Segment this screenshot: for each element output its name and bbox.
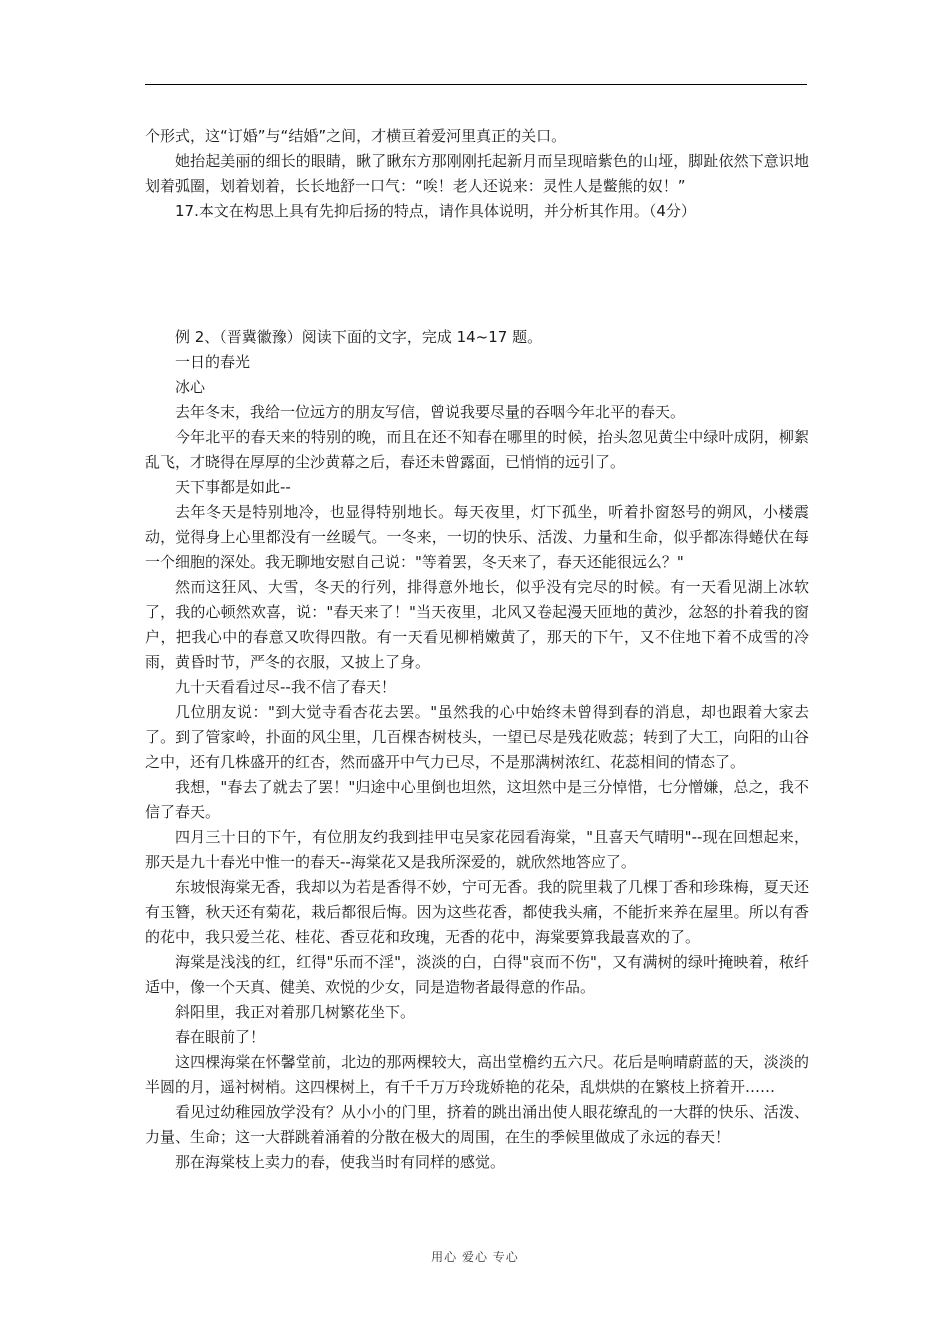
paragraph: 海棠是浅浅的红，红得"乐而不淫"，淡淡的白，白得"哀而不伤"，又有满树的绿叶掩映着，秾纤适中，像一个天真、健美、欢悦的少女，同是造物者最得意的作品。 [145, 953, 809, 996]
paragraph: 天下事都是如此-- [175, 478, 291, 496]
document-body [145, 124, 809, 1175]
page-footer: 用心 爱心 专心 [431, 1250, 519, 1264]
paragraph: 九十天看看过尽--我不信了春天！ [175, 678, 396, 696]
question-17: 17.本文在构思上具有先抑后扬的特点，请作具体说明，并分析其作用。（4分） [175, 202, 696, 220]
paragraph: 然而这狂风、大雪，冬天的行列，排得意外地长，似乎没有完尽的时候。有一天看见湖上冰软了，我的心顿然欢喜，说："春天来了！"当天夜里，北风又卷起漫天匝地的黄沙，忿怒的扑着我的窗户，把我心中的春意又吹得四散。有一天看见柳梢嫩黄了，那天的下午，又不住地下着不成雪的冷雨，黄昏时节，严冬的衣服，又披上了身。 [145, 578, 809, 671]
paragraph: 今年北平的春天来的特别的晚，而且在还不知春在哪里的时候，抬头忽见黄尘中绿叶成阴，柳絮乱飞，才晓得在厚厚的尘沙黄幕之后，春还未曾露面，已悄悄的远引了。 [145, 428, 809, 471]
paragraph: 她抬起美丽的细长的眼睛，瞅了瞅东方那刚刚托起新月而呈现暗紫色的山垭，脚趾依然下意识地划着弧圈，划着划着，长长地舒一口气：“唉！老人还说来：灵性人是鳖熊的奴！” [145, 152, 809, 195]
paragraph: 斜阳里，我正对着那几树繁花坐下。 [175, 1003, 416, 1021]
paragraph: 我想，"春去了就去了罢！"归途中心里倒也坦然，这坦然中是三分悼惜，七分憎嫌，总之，我不信了春天。 [145, 778, 809, 821]
article-title: 一日的春光 [175, 353, 251, 371]
paragraph: 去年冬天是特别地冷，也显得特别地长。每天夜里，灯下孤坐，听着扑窗怒号的朔风，小楼震动，觉得身上心里都没有一丝暖气。一冬来，一切的快乐、活泼、力量和生命，似乎都冻得蜷伏在每一个细胞的深处。我无聊地安慰自己说："等着罢，冬天来了，春天还能很远么？" [145, 503, 809, 571]
paragraph: 四月三十日的下午，有位朋友约我到挂甲屯吴家花园看海棠，"且喜天气晴明"--现在回想起来，那天是九十春光中惟一的春天--海棠花又是我所深爱的，就欣然地答应了。 [145, 828, 809, 871]
article-author: 冰心 [175, 378, 206, 396]
answer-space [145, 224, 809, 325]
paragraph: 这四棵海棠在怀馨堂前，北边的那两棵较大，高出堂檐约五六尺。花后是响晴蔚蓝的天，淡淡的半圆的月，遥衬树梢。这四棵树上，有千千万万玲珑娇艳的花朵，乱烘烘的在繁枝上挤着开…… [145, 1053, 809, 1096]
paragraph: 个形式，这“订婚”与“结婚”之间，才横亘着爱河里真正的关口。 [145, 127, 567, 145]
header-rule [145, 84, 807, 85]
paragraph: 那在海棠枝上卖力的春，使我当时有同样的感觉。 [175, 1153, 506, 1171]
paragraph: 春在眼前了！ [175, 1028, 266, 1046]
example-heading: 例 2、（晋冀徽豫）阅读下面的文字，完成 14~17 题。 [175, 328, 543, 346]
paragraph: 几位朋友说："到大觉寺看杏花去罢。"虽然我的心中始终未曾得到春的消息，却也跟着大家去了。到了管家岭，扑面的风尘里，几百棵杏树枝头，一望已尽是残花败蕊；转到了大工，向阳的山谷之中，还有几株盛开的红杏，然而盛开中气力已尽，不是那满树浓红、花蕊相间的情态了。 [145, 703, 809, 771]
paragraph: 看见过幼稚园放学没有？从小小的门里，挤着的跳出涌出使人眼花缭乱的一大群的快乐、活泼、力量、生命；这一大群跳着涌着的分散在极大的周围，在生的季候里做成了永远的春天！ [145, 1103, 809, 1146]
paragraph: 东坡恨海棠无香，我却以为若是香得不妙，宁可无香。我的院里栽了几棵丁香和珍珠梅，夏天还有玉簪，秋天还有菊花，栽后都很后悔。因为这些花香，都使我头痛，不能折来养在屋里。所以有香的花中，我只爱兰花、桂花、香豆花和玫瑰，无香的花中，海棠要算我最喜欢的了。 [145, 878, 809, 946]
paragraph: 去年冬末，我给一位远方的朋友写信，曾说我要尽量的吞咽今年北平的春天。 [175, 403, 686, 421]
